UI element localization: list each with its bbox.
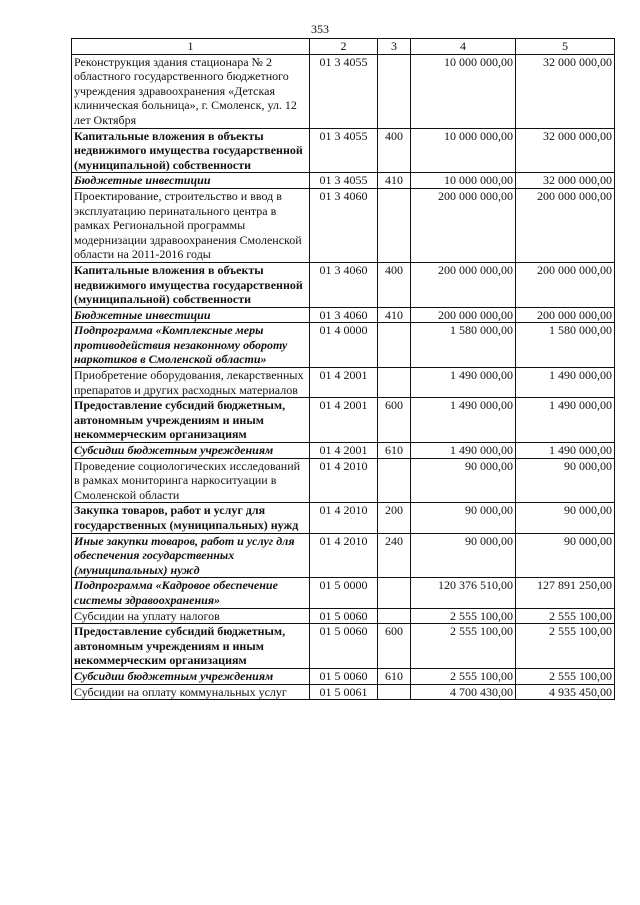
page-number: 353	[311, 22, 329, 36]
row-amount-2: 1 490 000,00	[516, 443, 615, 459]
row-code: 01 3 4055	[310, 173, 378, 189]
row-amount-1: 120 376 510,00	[411, 578, 516, 608]
row-amount-2: 90 000,00	[516, 458, 615, 503]
row-expense-type: 400	[378, 262, 411, 307]
row-expense-type: 410	[378, 307, 411, 323]
row-amount-1: 200 000 000,00	[411, 262, 516, 307]
table-row	[72, 624, 615, 669]
table-row	[72, 533, 615, 578]
row-name: Проведение социологических исследований в рамках мониторинга наркоситуации в Смоленской области	[72, 458, 310, 503]
table-row	[72, 578, 615, 608]
row-expense-type: 400	[378, 128, 411, 173]
row-amount-2: 32 000 000,00	[516, 54, 615, 128]
row-code: 01 3 4060	[310, 307, 378, 323]
table-row	[72, 188, 615, 262]
row-expense-type	[378, 188, 411, 262]
table-row	[72, 368, 615, 398]
row-amount-2: 1 490 000,00	[516, 368, 615, 398]
row-amount-1: 10 000 000,00	[411, 54, 516, 128]
table-row	[72, 262, 615, 307]
row-amount-2: 4 935 450,00	[516, 684, 615, 700]
table-row	[72, 503, 615, 533]
row-amount-2: 200 000 000,00	[516, 307, 615, 323]
row-code: 01 4 2010	[310, 503, 378, 533]
row-expense-type	[378, 684, 411, 700]
row-amount-1: 1 580 000,00	[411, 323, 516, 368]
row-amount-2: 2 555 100,00	[516, 624, 615, 669]
row-code: 01 3 4060	[310, 262, 378, 307]
row-amount-1: 4 700 430,00	[411, 684, 516, 700]
header-col-3: 3	[378, 39, 411, 55]
header-col-5: 5	[516, 39, 615, 55]
row-name: Капитальные вложения в объекты недвижимого имущества государственной (муниципальной) собственности	[72, 262, 310, 307]
row-amount-1: 10 000 000,00	[411, 128, 516, 173]
row-amount-1: 90 000,00	[411, 458, 516, 503]
row-amount-1: 200 000 000,00	[411, 307, 516, 323]
row-expense-type	[378, 323, 411, 368]
row-expense-type: 600	[378, 398, 411, 443]
table-row	[72, 398, 615, 443]
row-expense-type: 600	[378, 624, 411, 669]
row-name: Иные закупки товаров, работ и услуг для обеспечения государственных (муниципальных) нужд	[72, 533, 310, 578]
row-amount-1: 2 555 100,00	[411, 624, 516, 669]
row-amount-1: 1 490 000,00	[411, 368, 516, 398]
row-expense-type	[378, 368, 411, 398]
row-code: 01 5 0060	[310, 608, 378, 624]
row-expense-type	[378, 578, 411, 608]
header-col-1: 1	[72, 39, 310, 55]
row-code: 01 3 4060	[310, 188, 378, 262]
table-body	[72, 54, 615, 700]
row-amount-1: 2 555 100,00	[411, 608, 516, 624]
row-amount-1: 2 555 100,00	[411, 668, 516, 684]
row-expense-type	[378, 54, 411, 128]
row-expense-type: 240	[378, 533, 411, 578]
row-name: Закупка товаров, работ и услуг для государственных (муниципальных) нужд	[72, 503, 310, 533]
row-amount-2: 90 000,00	[516, 533, 615, 578]
row-name: Проектирование, строительство и ввод в эксплуатацию перинатального центра в рамках Региональной программы модернизации здравоохранения Смоленской области на 2011-2016 годы	[72, 188, 310, 262]
header-col-4: 4	[411, 39, 516, 55]
row-name: Приобретение оборудования, лекарственных препаратов и других расходных материалов	[72, 368, 310, 398]
row-code: 01 4 2001	[310, 368, 378, 398]
row-code: 01 4 2010	[310, 458, 378, 503]
row-code: 01 4 2010	[310, 533, 378, 578]
row-amount-1: 1 490 000,00	[411, 398, 516, 443]
row-amount-2: 200 000 000,00	[516, 188, 615, 262]
row-name: Предоставление субсидий бюджетным, автономным учреждениям и иным некоммерческим организациям	[72, 624, 310, 669]
row-expense-type	[378, 458, 411, 503]
row-name: Подпрограмма «Комплексные меры противодействия незаконному обороту наркотиков в Смоленской области»	[72, 323, 310, 368]
row-amount-1: 1 490 000,00	[411, 443, 516, 459]
row-code: 01 5 0061	[310, 684, 378, 700]
row-amount-2: 200 000 000,00	[516, 262, 615, 307]
table-row	[72, 668, 615, 684]
header-col-2: 2	[310, 39, 378, 55]
row-name: Субсидии бюджетным учреждениям	[72, 443, 310, 459]
row-name: Бюджетные инвестиции	[72, 307, 310, 323]
row-code: 01 4 2001	[310, 443, 378, 459]
row-expense-type: 410	[378, 173, 411, 189]
row-name: Предоставление субсидий бюджетным, автономным учреждениям и иным некоммерческим организациям	[72, 398, 310, 443]
row-amount-1: 200 000 000,00	[411, 188, 516, 262]
table-row	[72, 458, 615, 503]
row-code: 01 3 4055	[310, 128, 378, 173]
row-name: Подпрограмма «Кадровое обеспечение системы здравоохранения»	[72, 578, 310, 608]
row-code: 01 5 0060	[310, 668, 378, 684]
row-amount-2: 90 000,00	[516, 503, 615, 533]
table-row	[72, 307, 615, 323]
row-amount-2: 127 891 250,00	[516, 578, 615, 608]
row-amount-2: 1 580 000,00	[516, 323, 615, 368]
header-row	[72, 39, 615, 55]
row-expense-type: 610	[378, 668, 411, 684]
row-code: 01 3 4055	[310, 54, 378, 128]
row-name: Субсидии бюджетным учреждениям	[72, 668, 310, 684]
table-row	[72, 54, 615, 128]
row-expense-type: 610	[378, 443, 411, 459]
row-name: Субсидии на оплату коммунальных услуг	[72, 684, 310, 700]
row-name: Бюджетные инвестиции	[72, 173, 310, 189]
table-row	[72, 443, 615, 459]
row-name: Субсидии на уплату налогов	[72, 608, 310, 624]
row-amount-2: 2 555 100,00	[516, 668, 615, 684]
table-row	[72, 128, 615, 173]
table-row	[72, 608, 615, 624]
table-row	[72, 323, 615, 368]
row-expense-type: 200	[378, 503, 411, 533]
row-amount-2: 32 000 000,00	[516, 128, 615, 173]
row-amount-1: 90 000,00	[411, 503, 516, 533]
row-expense-type	[378, 608, 411, 624]
row-name: Капитальные вложения в объекты недвижимого имущества государственной (муниципальной) собственности	[72, 128, 310, 173]
row-amount-2: 32 000 000,00	[516, 173, 615, 189]
table-row	[72, 173, 615, 189]
row-amount-2: 1 490 000,00	[516, 398, 615, 443]
row-amount-1: 10 000 000,00	[411, 173, 516, 189]
row-amount-1: 90 000,00	[411, 533, 516, 578]
row-code: 01 5 0000	[310, 578, 378, 608]
table-row	[72, 684, 615, 700]
row-code: 01 5 0060	[310, 624, 378, 669]
budget-table	[71, 38, 615, 700]
row-code: 01 4 0000	[310, 323, 378, 368]
row-name: Реконструкция здания стационара № 2 областного государственного бюджетного учреждения здравоохранения «Детская клиническая больница», г. Смоленск, ул. 12 лет Октября	[72, 54, 310, 128]
row-code: 01 4 2001	[310, 398, 378, 443]
row-amount-2: 2 555 100,00	[516, 608, 615, 624]
